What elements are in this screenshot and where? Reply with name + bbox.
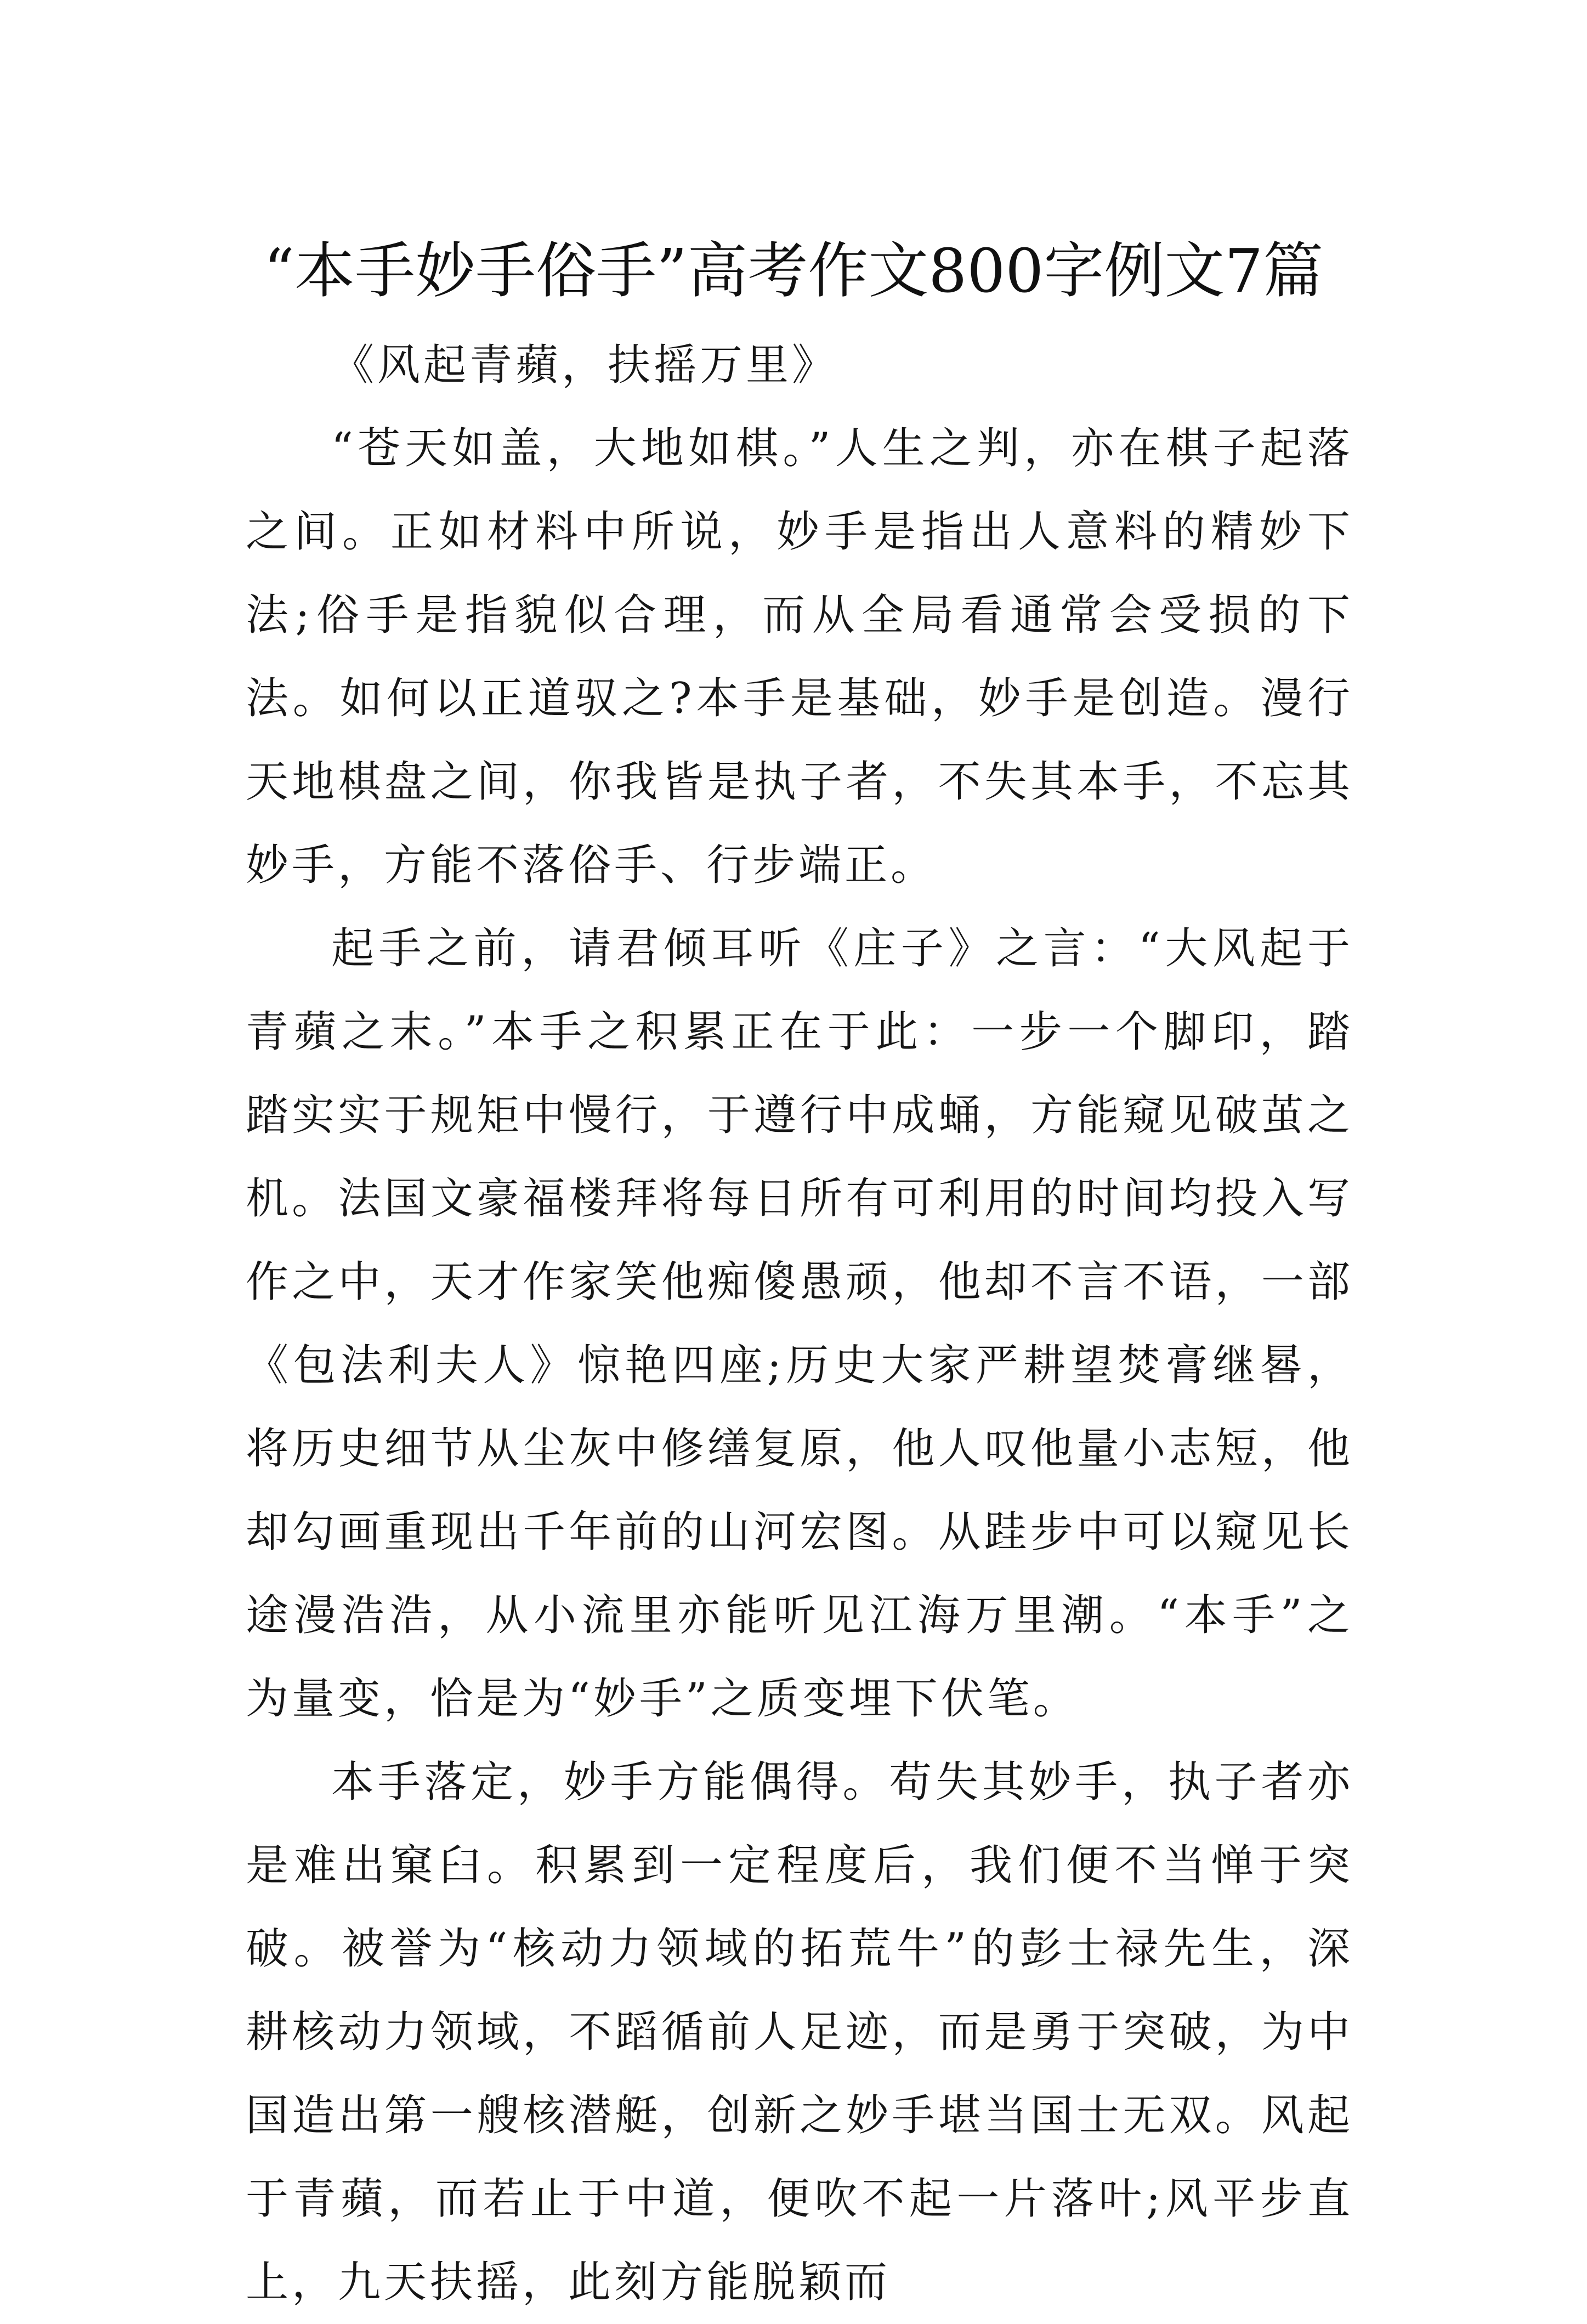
document-body: [246, 324, 1353, 2324]
paragraph-3: 本手落定，妙手方能偶得。苟失其妙手，执子者亦是难出窠臼。积累到一定程度后，我们便不当惮于突破。被誉为“核动力领域的拓荒牛”的彭士禄先生，深耕核动力领域，不蹈循前人足迹，而是勇于突破，为中国造出第一艘核潜艇，创新之妙手堪当国士无双。风起于青蘋，而若止于中道，便吹不起一片落叶;风平步直上，九天扶摇，此刻方能脱颖而: [246, 1758, 1353, 2307]
paragraph-2: 起手之前，请君倾耳听《庄子》之言：“大风起于青蘋之末。”本手之积累正在于此：一步一个脚印，踏踏实实于规矩中慢行，于遵行中成蛹，方能窥见破茧之机。法国文豪福楼拜将每日所有可利用的时间均投入写作之中，天才作家笑他痴傻愚顽，他却不言不语，一部《包法利夫人》惊艳四座;历史大家严耕望焚膏继晷，将历史细节从尘灰中修缮复原，他人叹他量小志短，他却勾画重现出千年前的山河宏图。从跬步中可以窥见长途漫浩浩，从小流里亦能听见江海万里潮。“本手”之为量变，恰是为“妙手”之质变埋下伏笔。: [246, 924, 1353, 1724]
paragraph-1: “苍天如盖，大地如棋。”人生之判，亦在棋子起落之间。正如材料中所说，妙手是指出人意料的精妙下法;俗手是指貌似合理，而从全局看通常会受损的下法。如何以正道驭之?本手是基础，妙手是创造。漫行天地棋盘之间，你我皆是执子者，不失其本手，不忘其妙手，方能不落俗手、行步端正。: [246, 424, 1353, 890]
essay-title: 《风起青蘋，扶摇万里》: [331, 341, 838, 390]
document-title: “本手妙手俗手”高考作文800字例文7篇: [263, 235, 1324, 306]
